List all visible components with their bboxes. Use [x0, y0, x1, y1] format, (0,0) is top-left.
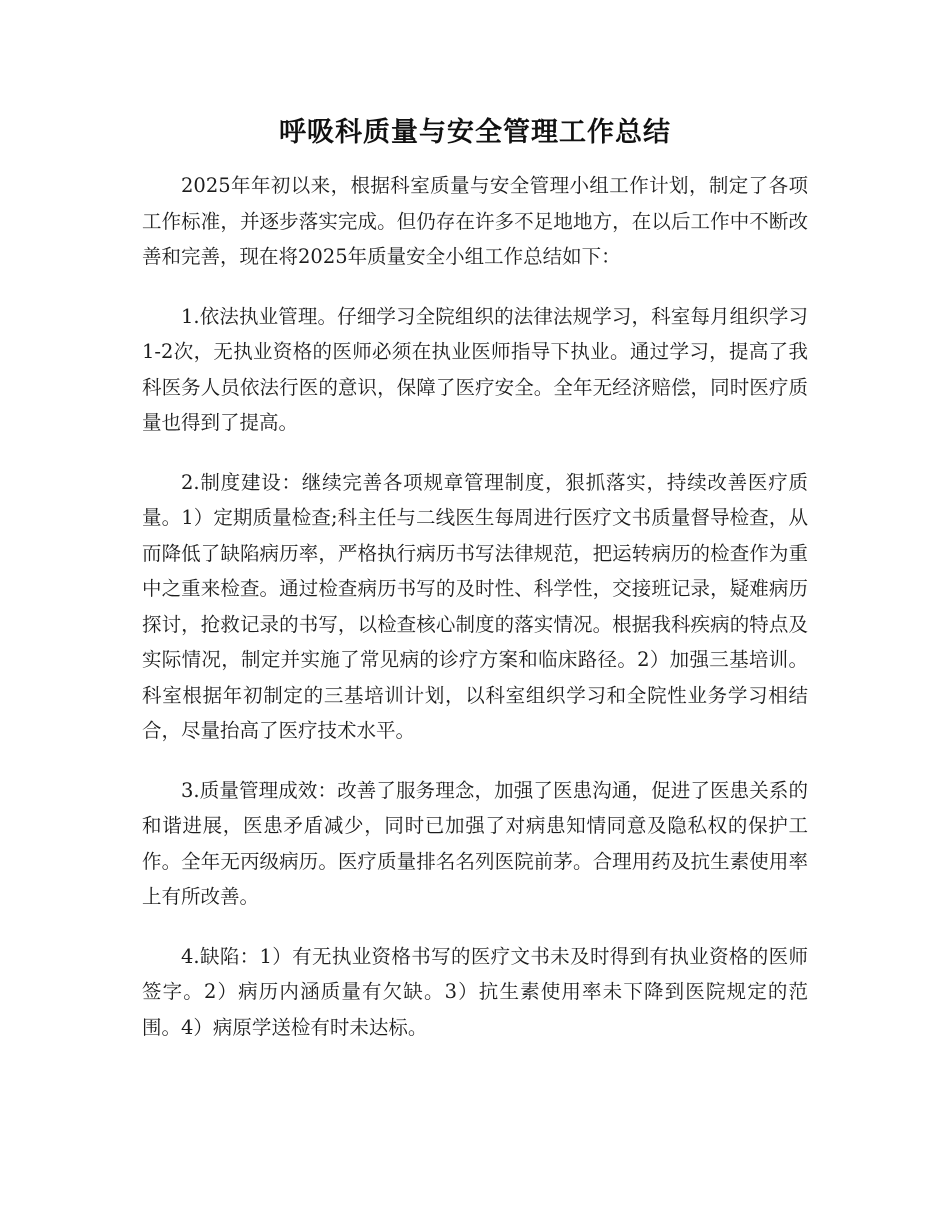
paragraph-legal-practice: 1.依法执业管理。仔细学习全院组织的法律法规学习，科室每月组织学习1-2次，无执业资格的医师必须在执业医师指导下执业。通过学习，提高了我科医务人员依法行医的意识，保障了医疗安全。全年无经济赔偿，同时医疗质量也得到了提高。: [142, 304, 808, 434]
document-body: [142, 108, 808, 1069]
paragraph-quality-results: 3.质量管理成效：改善了服务理念，加强了医患沟通，促进了医患关系的和谐进展，医患矛盾减少，同时已加强了对病患知情同意及隐私权的保护工作。全年无丙级病历。医疗质量排名名列医院前茅。合理用药及抗生素使用率上有所改善。: [142, 778, 808, 908]
document-title: 呼吸科质量与安全管理工作总结: [279, 117, 671, 148]
paragraph-intro: 2025年年初以来，根据科室质量与安全管理小组工作计划，制定了各项工作标准，并逐步落实完成。但仍存在许多不足地地方，在以后工作中不断改善和完善，现在将2025年质量安全小组工作总结如下：: [142, 174, 808, 268]
paragraph-defects: 4.缺陷：1）有无执业资格书写的医疗文书未及时得到有执业资格的医师签字。2）病历内涵质量有欠缺。3）抗生素使用率未下降到医院规定的范围。4）病原学送检有时未达标。: [142, 944, 808, 1039]
paragraph-system-building: 2.制度建设：继续完善各项规章管理制度，狠抓落实，持续改善医疗质量。1）定期质量检查;科主任与二线医生每周进行医疗文书质量督导检查，从而降低了缺陷病历率，严格执行病历书写法律规范，把运转病历的检查作为重中之重来检查。通过检查病历书写的及时性、科学性，交接班记录，疑难病历探讨，抢救记录的书写，以检查核心制度的落实情况。根据我科疾病的特点及实际情况，制定并实施了常见病的诊疗方案和临床路径。2）加强三基培训。科室根据年初制定的三基培训计划，以科室组织学习和全院性业务学习相结合，尽量抬高了医疗技术水平。: [142, 470, 808, 742]
